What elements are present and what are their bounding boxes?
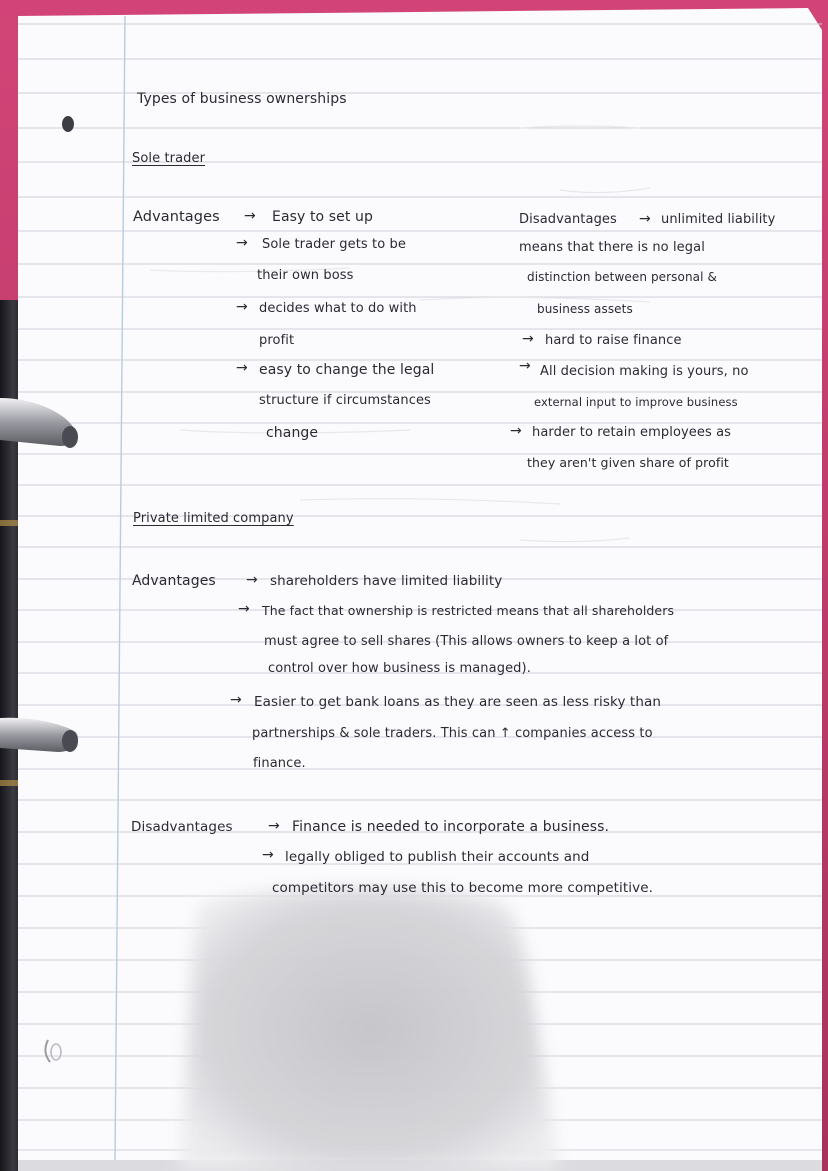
sole-trader-disadvantage-text: All decision making is yours, no [540, 364, 749, 379]
arrow-icon: → [262, 847, 274, 863]
sole-trader-disadvantage-text: hard to raise finance [545, 333, 682, 348]
arrow-icon: → [246, 572, 258, 588]
plc-advantage-text: must agree to sell shares (This allows owners to keep a lot of [264, 634, 669, 649]
arrow-icon: → [519, 358, 531, 374]
sole-trader-disadvantage-text: business assets [537, 302, 633, 316]
sole-trader-disadvantage-text: means that there is no legal [519, 240, 705, 255]
sole-trader-advantage-text: easy to change the legal [259, 362, 435, 378]
arrow-icon: → [236, 235, 248, 251]
arrow-icon: → [236, 299, 248, 315]
sole-trader-disadvantage-text: unlimited liability [661, 212, 776, 227]
plc-disadvantage-text: Finance is needed to incorporate a business. [292, 819, 610, 835]
arrow-icon: → [522, 331, 534, 347]
plc-disadvantage-text: competitors may use this to become more competitive. [272, 880, 653, 896]
plc-advantages-label: Advantages [132, 573, 216, 589]
sole-trader-advantage-text: change [266, 425, 319, 441]
page-title: Types of business ownerships [137, 91, 347, 107]
sole-trader-advantages-label: Advantages [133, 209, 220, 225]
sole-trader-disadvantage-text: they aren't given share of profit [527, 455, 729, 470]
arrow-icon: → [238, 601, 250, 617]
arrow-icon: → [230, 692, 242, 708]
plc-disadvantages-label: Disadvantages [131, 819, 233, 835]
sole-trader-disadvantage-text: harder to retain employees as [532, 425, 732, 440]
sole-trader-advantage-text: structure if circumstances [259, 393, 431, 408]
plc-advantage-text: control over how business is managed). [268, 661, 531, 676]
sole-trader-advantage-text: their own boss [257, 268, 354, 283]
sole-trader-advantage-text: Easy to set up [272, 209, 373, 225]
plc-advantage-text: finance. [253, 756, 306, 771]
plc-advantage-text: The fact that ownership is restricted means that all shareholders [262, 603, 675, 618]
plc-advantage-text: shareholders have limited liability [270, 573, 503, 589]
plc-advantage-text: partnerships & sole traders. This can ↑ companies access to [252, 726, 653, 741]
private-limited-heading: Private limited company [133, 511, 294, 526]
sole-trader-disadvantage-text: distinction between personal & [527, 270, 717, 284]
sole-trader-disadvantages-label: Disadvantages [519, 212, 617, 227]
sole-trader-advantage-text: Sole trader gets to be [262, 237, 406, 252]
sole-trader-advantage-text: profit [259, 333, 295, 348]
arrow-icon: → [244, 208, 256, 224]
arrow-icon: → [510, 423, 522, 439]
sole-trader-disadvantage-text: external input to improve business [534, 395, 738, 409]
plc-disadvantage-text: legally obliged to publish their accounts and [285, 849, 590, 865]
plc-advantage-text: Easier to get bank loans as they are seen as less risky than [254, 694, 661, 710]
arrow-icon: → [268, 818, 280, 834]
arrow-icon: → [639, 211, 651, 227]
arrow-icon: → [236, 360, 248, 376]
sole-trader-heading: Sole trader [132, 151, 206, 166]
sole-trader-advantage-text: decides what to do with [259, 301, 417, 316]
